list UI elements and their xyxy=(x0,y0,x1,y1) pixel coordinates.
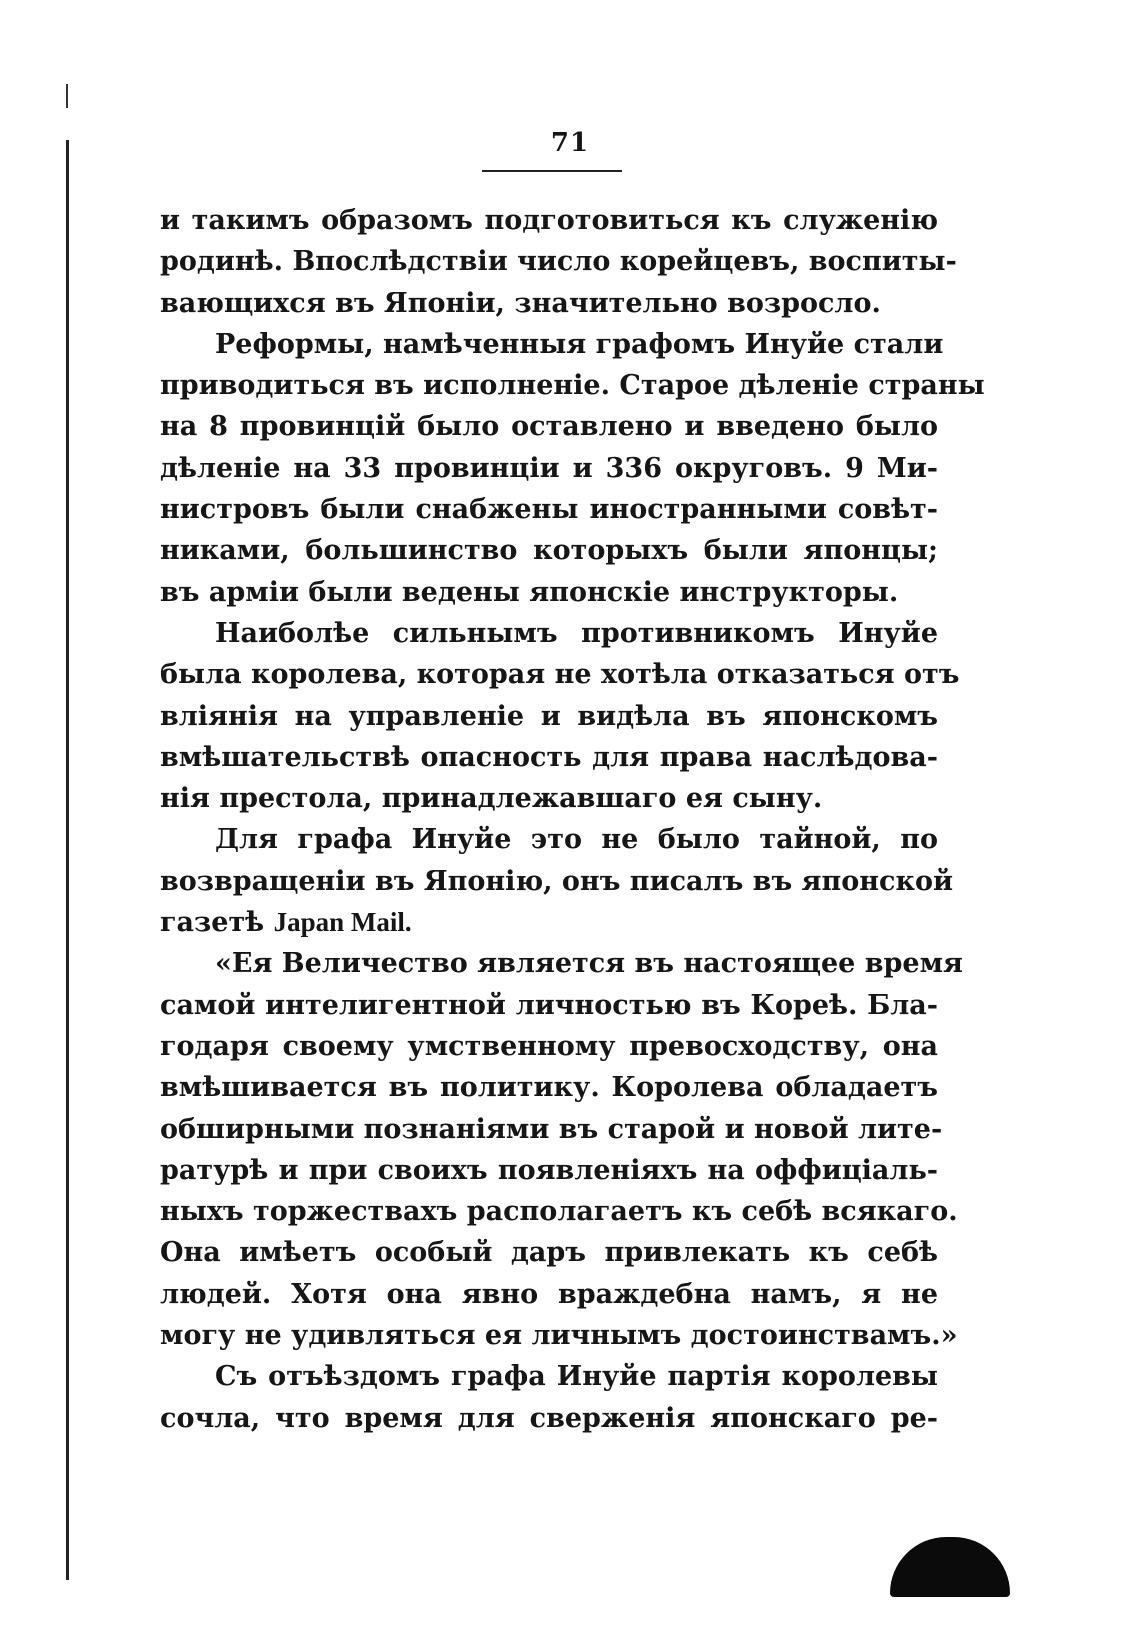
text-line: годаря своему умственному превосходству, она xyxy=(160,1030,938,1062)
left-margin-tick xyxy=(66,84,68,108)
text-line: Реформы, намѣченныя графомъ Инуйе стали xyxy=(215,328,944,360)
text-line: могу не удивляться ея личнымъ достоинствамъ.» xyxy=(160,1320,958,1352)
text-line: вмѣшивается въ политику. Королева обладаетъ xyxy=(160,1072,938,1104)
text-line: «Ея Величество является въ настоящее время xyxy=(215,948,963,980)
text-line: нистровъ были снабжены иностранными совѣт- xyxy=(160,494,938,526)
text-line: родинѣ. Впослѣдствіи число корейцевъ, воспиты- xyxy=(160,246,957,278)
page-number: 71 xyxy=(550,128,590,158)
text-line: въ арміи были ведены японскіе инструкторы. xyxy=(160,576,899,608)
text-line: Съ отъѣздомъ графа Инуйе партія королевы xyxy=(215,1361,938,1393)
text-line: вмѣшательствѣ опасность для права наслѣдова- xyxy=(160,741,938,773)
text-line-prefix: газетѣ xyxy=(160,907,274,939)
text-line: Она имѣетъ особый даръ привлекать къ себѣ xyxy=(160,1237,938,1269)
text-line: нія престола, принадлежавшаго ея сыну. xyxy=(160,783,823,815)
text-line: никами, большинство которыхъ были японцы; xyxy=(160,535,938,567)
text-line: на 8 провинцій было оставлено и введено было xyxy=(160,411,938,443)
text-line: приводиться въ исполненіе. Старое дѣленіе страны xyxy=(160,370,985,402)
body-text xyxy=(160,200,985,1439)
text-line: ратурѣ и при своихъ появленіяхъ на оффиціаль- xyxy=(160,1154,938,1186)
text-line: Для графа Инуйе это не было тайной, по xyxy=(215,824,938,856)
newspaper-title: Japan Mail. xyxy=(273,907,412,938)
text-line: и такимъ образомъ подготовиться къ служенію xyxy=(160,205,938,236)
text-line: ныхъ торжествахъ располагаетъ къ себѣ всякаго. xyxy=(160,1196,958,1228)
text-line: людей. Хотя она явно враждебна намъ, я не xyxy=(160,1278,938,1310)
text-line: вліянія на управленіе и видѣла въ японскомъ xyxy=(160,700,938,732)
text-line: самой интелигентной личностью въ Кореѣ. Бла- xyxy=(160,989,938,1021)
text-line: обширными познаніями въ старой и новой лите- xyxy=(160,1113,943,1145)
text-line xyxy=(160,902,938,943)
text-line: Наиболѣе сильнымъ противникомъ Инуйе xyxy=(215,617,938,649)
text-line: дѣленіе на 33 провинціи и 336 округовъ. 9 Ми- xyxy=(160,452,938,484)
left-margin-rule xyxy=(66,140,69,1580)
text-line: вающихся въ Японіи, значительно возросло. xyxy=(160,287,881,319)
text-line: была королева, которая не хотѣла отказаться отъ xyxy=(160,659,960,691)
text-line: сочла, что время для сверженія японскаго ре- xyxy=(160,1402,938,1434)
page-number-rule xyxy=(482,170,622,172)
ink-blot xyxy=(890,1537,1010,1597)
text-line: возвращеніи въ Японію, онъ писалъ въ японской xyxy=(160,865,954,897)
